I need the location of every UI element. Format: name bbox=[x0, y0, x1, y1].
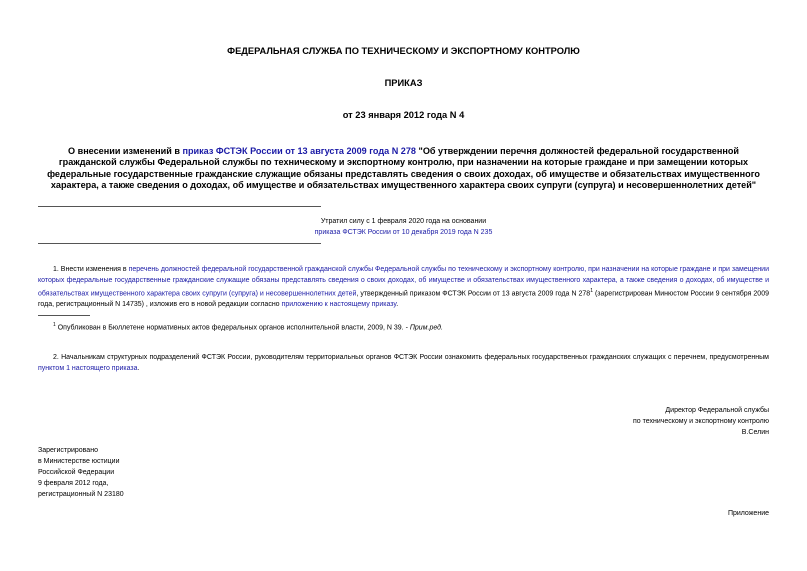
footnote-number: 1 bbox=[53, 322, 56, 328]
lost-force-text: Утратил силу с 1 февраля 2020 года на основании bbox=[320, 218, 487, 225]
lost-force-note bbox=[38, 216, 769, 238]
paragraph-1-start: 1. Внести изменения в bbox=[53, 266, 129, 273]
registration-line-4: 9 февраля 2012 года, bbox=[38, 480, 109, 487]
registration-line-5: регистрационный N 23180 bbox=[38, 491, 124, 498]
divider-bottom bbox=[38, 243, 321, 244]
paragraph-1-middle: , утвержденный приказом ФСТЭК России от 13 августа 2009 года N 278 bbox=[356, 290, 591, 298]
registration-line-3: Российской Федерации bbox=[38, 469, 115, 476]
registration-block bbox=[38, 445, 338, 500]
footnote bbox=[53, 320, 769, 333]
footnote-divider bbox=[38, 315, 90, 316]
lost-force-link[interactable]: приказа ФСТЭК России от 10 декабря 2019 года N 235 bbox=[314, 229, 493, 236]
footnote-text: Опубликован в Бюллетене нормативных актов федеральных органов исполнительной власти, 2009, N 39. - bbox=[55, 324, 410, 332]
subject-order-link[interactable]: приказ ФСТЭК России от 13 августа 2009 года N 278 bbox=[182, 146, 416, 156]
date-number-heading: от 23 января 2012 года N 4 bbox=[342, 110, 465, 120]
signature-title-2: по техническому и экспортному контролю bbox=[632, 418, 769, 425]
paragraph-1-after-note: (зарегистрирован Минюстом России 9 сентября 2009 года, регистрационный N 14735) , изложив его в новой редакции согласно bbox=[38, 290, 769, 309]
signature-name: В.Селин bbox=[741, 429, 769, 436]
subject-prefix: О внесении изменений в bbox=[68, 146, 183, 156]
doc-type-heading: ПРИКАЗ bbox=[384, 78, 423, 88]
agency-heading: ФЕДЕРАЛЬНАЯ СЛУЖБА ПО ТЕХНИЧЕСКОМУ И ЭКСПОРТНОМУ КОНТРОЛЮ bbox=[227, 46, 580, 56]
document-subject bbox=[38, 146, 769, 191]
positions-list-link[interactable]: перечень должностей федеральной государственной гражданской службы Федеральной службы по техническому и экспортному контролю, при назначении на которые граждане и при замещении которых федеральные государственные гражданские служащие обязаны представлять сведения о своих доходах, об имуществе и обязательствах имущественного характера, а также сведения о доходах, об имуществе и обязательствах имущественного характера своих супруги (супруга) и несовершеннолетних детей bbox=[38, 266, 769, 298]
paragraph-2 bbox=[38, 352, 769, 374]
paragraph-1 bbox=[38, 264, 769, 310]
signature-title-1: Директор Федеральной службы bbox=[665, 407, 769, 414]
paragraph-2-start: 2. Начальникам структурных подразделений ФСТЭК России, руководителям территориальных органов ФСТЭК России ознакомить федеральных государственных гражданских служащих с перечнем, предусмотренным bbox=[53, 354, 769, 361]
footnote-ref: 1 bbox=[590, 288, 593, 294]
subject-rest: "Об утверждении перечня должностей федеральной государственной гражданской службы Федеральной службы по техническому и экспортному контролю, при назначении на которые граждане и при замещении которых федеральные государственные гражданские служащие обязаны представлять сведения о своих доходах, об имуществе и обязательствах имущественного характера, а также сведения о доходах, об имуществе и обязательствах имущественного характера своих супруги (супруга) и несовершеннолетних детей" bbox=[47, 146, 760, 190]
footnote-editor-note: Прим.ред. bbox=[409, 324, 443, 332]
paragraph-1-end: . bbox=[396, 301, 399, 309]
paragraph-2-end: . bbox=[137, 365, 140, 372]
signature-block bbox=[469, 405, 769, 438]
divider-top bbox=[38, 206, 321, 207]
registration-line-2: в Министерстве юстиции bbox=[38, 458, 120, 465]
appendix-label: Приложение bbox=[727, 510, 769, 517]
registration-line-1: Зарегистрировано bbox=[38, 447, 98, 454]
appendix-link[interactable]: приложению к настоящему приказу bbox=[281, 301, 397, 309]
paragraph-1-ref-link[interactable]: пунктом 1 настоящего приказа bbox=[38, 365, 138, 372]
